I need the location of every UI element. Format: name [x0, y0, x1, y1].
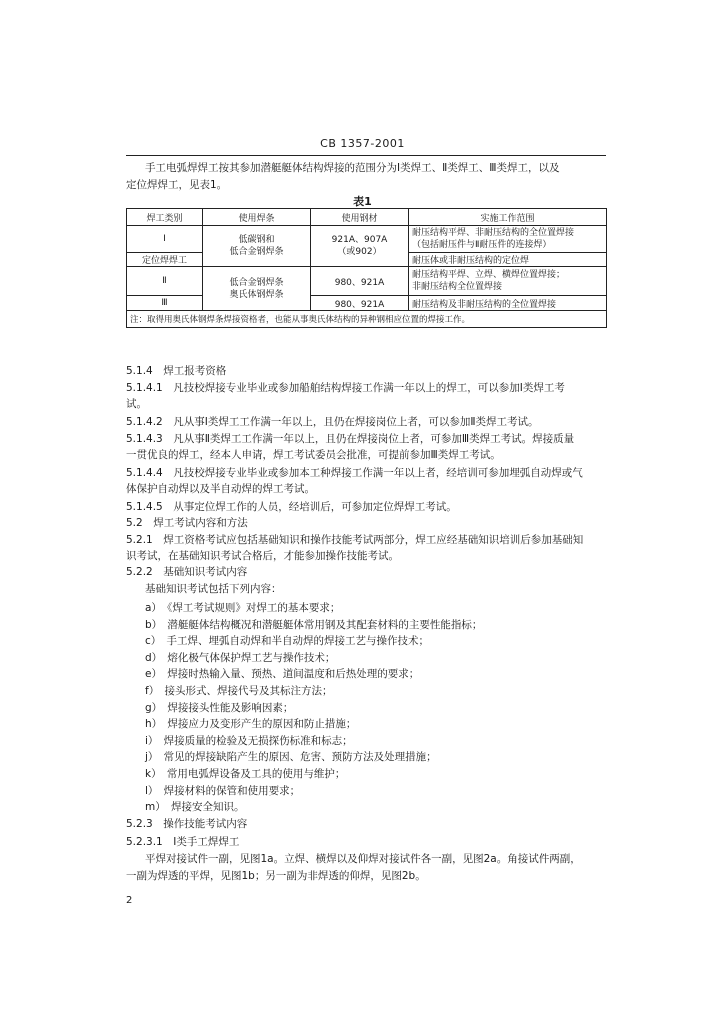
table-header-cell: 实施工作范围	[409, 209, 607, 226]
table-cell-category: Ⅱ	[127, 267, 203, 296]
section-line: 一贯优良的焊工，经本人申请，焊工考试委员会批准，可提前参加Ⅲ类焊工考试。	[126, 449, 501, 461]
list-item: b） 潜艇艇体结构概况和潜艇艇体常用钢及其配套材料的主要性能指标；	[145, 618, 483, 631]
list-item: i） 焊接质量的检验及无损探伤标准和标志；	[145, 734, 353, 747]
cell-line: 奥氏体钢焊条	[229, 289, 284, 300]
table-cell-category: 定位焊焊工	[127, 253, 203, 267]
list-item: l） 焊接材料的保管和使用要求；	[145, 784, 301, 797]
section-line: 5.2.3.1 Ⅰ类手工焊焊工	[126, 836, 240, 848]
document-header: CB 1357-2001	[320, 137, 405, 150]
list-item: f） 接头形式、焊接代号及其标注方法；	[145, 685, 333, 697]
list-item: e） 焊接时热输入量、预热、道间温度和后热处理的要求；	[145, 668, 420, 681]
list-item: k） 常用电弧焊设备及工具的使用与维护；	[145, 768, 346, 780]
cell-line: 921A、907A	[331, 235, 388, 245]
section-line: 5.1.4.3 凡从事Ⅱ类焊工工作满一年以上，且仍在焊接岗位上者，可参加Ⅲ类焊工考试。焊接质量	[126, 433, 575, 445]
list-item: g） 焊接接头性能及影响因素；	[145, 701, 294, 714]
section-line: 5.1.4.5 从事定位焊工作的人员，经培训后，可参加定位焊焊工考试。	[126, 501, 457, 513]
section-line: 试。	[126, 398, 147, 410]
table-cell-scope	[409, 226, 607, 253]
table-note: 注：取得用奥氏体钢焊条焊接资格者，也能从事奥氏体结构的异种钢相应位置的焊接工作。	[127, 311, 607, 328]
cell-line: 耐压结构平焊、立焊、横焊位置焊接；	[412, 270, 566, 280]
table-cell-electrode	[203, 226, 311, 267]
cell-line: （包括耐压件与Ⅱ耐压件的连接焊）	[412, 240, 552, 250]
table-cell-scope: 耐压结构及非耐压结构的全位置焊接	[409, 296, 607, 311]
page-number: 2	[126, 895, 133, 906]
list-item: j） 常见的焊接缺陷产生的原因、危害、预防方法及处理措施；	[145, 751, 437, 764]
table-cell-steel: 980、921A	[311, 296, 409, 311]
table-cell-scope	[409, 267, 607, 296]
header-rule	[126, 155, 606, 156]
table-header-cell: 使用钢材	[311, 209, 409, 226]
section-line: 5.2.3 操作技能考试内容	[126, 818, 248, 830]
cell-line: 非耐压结构全位置焊接	[412, 282, 503, 292]
cell-line: （或902）	[337, 247, 382, 257]
table-cell-scope: 耐压体或非耐压结构的定位焊	[409, 253, 607, 267]
section-line: 5.1.4.1 凡技校焊接专业毕业或参加船舶结构焊接工作满一年以上的焊工，可以参加Ⅰ类焊工考	[126, 382, 565, 394]
cell-line: 低合金钢焊条	[229, 247, 284, 257]
section-line: 5.1.4.2 凡从事Ⅰ类焊工工作满一年以上，且仍在焊接岗位上者，可以参加Ⅱ类焊工考试。	[126, 416, 539, 428]
intro-line-1: 手工电弧焊焊工按其参加潜艇艇体结构焊接的范围分为Ⅰ类焊工、Ⅱ类焊工、Ⅲ类焊工，以及	[145, 162, 560, 174]
section-line: 5.2 焊工考试内容和方法	[126, 517, 248, 529]
table-caption: 表1	[353, 195, 372, 208]
table-cell-steel: 980、921A	[311, 267, 409, 296]
table-cell-steel	[311, 226, 409, 267]
section-line: 5.1.4 焊工报考资格	[126, 365, 227, 377]
section-line: 平焊对接试件一副，见图1a。立焊、横焊以及仰焊对接试件各一副，见图2a。角接试件两副，	[145, 853, 581, 865]
section-line: 5.2.2 基础知识考试内容	[126, 566, 248, 578]
table-cell-category: Ⅲ	[127, 296, 203, 311]
section-line: 5.1.4.4 凡技校焊接专业毕业或参加本工种焊接工作满一年以上者，经培训可参加埋弧自动焊或气	[126, 467, 583, 479]
list-item: h） 焊接应力及变形产生的原因和防止措施；	[145, 718, 357, 731]
list-item: d） 熔化极气体保护焊工艺与操作技术；	[145, 651, 336, 664]
list-item: a） 《焊工考试规则》对焊工的基本要求；	[145, 602, 341, 614]
table-cell-category: Ⅰ	[127, 226, 203, 253]
cell-line: 低合金钢焊条	[229, 277, 284, 288]
cell-line: 耐压结构平焊、非耐压结构的全位置焊接	[412, 228, 575, 238]
table-header-cell: 焊工类别	[127, 209, 203, 226]
section-line: 一副为焊透的平焊，见图1b；另一副为非焊透的仰焊，见图2b。	[126, 870, 426, 882]
list-item: c） 手工焊、埋弧自动焊和半自动焊的焊接工艺与操作技术；	[145, 635, 430, 648]
intro-line-2: 定位焊焊工，见表1。	[126, 179, 228, 191]
section-line: 5.2.1 焊工资格考试应包括基础知识和操作技能考试两部分，焊工应经基础知识培训后参加基础知	[126, 534, 584, 546]
table-header-cell: 使用焊条	[203, 209, 311, 226]
section-line: 识考试，在基础知识考试合格后，才能参加操作技能考试。	[126, 550, 399, 562]
table-cell-electrode	[203, 267, 311, 311]
welder-class-table	[126, 208, 607, 328]
list-item: m） 焊接安全知识。	[145, 801, 245, 814]
list-intro: 基础知识考试包括下列内容：	[145, 583, 282, 595]
cell-line: 低碳钢和	[238, 235, 275, 245]
section-line: 体保护自动焊以及半自动焊的焊工考试。	[126, 483, 315, 495]
